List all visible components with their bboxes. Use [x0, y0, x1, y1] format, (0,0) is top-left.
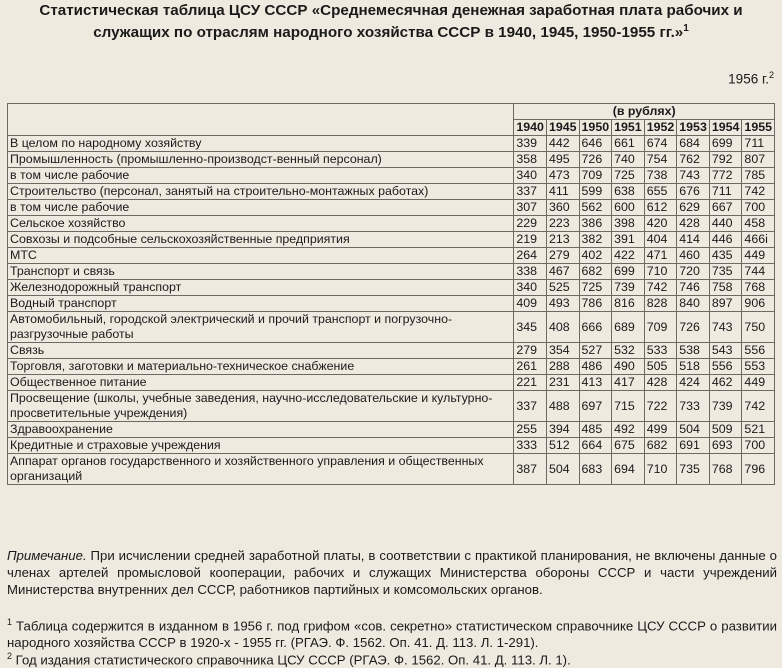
wage-value-cell: 213 [546, 232, 579, 248]
wage-value-cell: 738 [644, 168, 677, 184]
wage-value-cell: 340 [514, 168, 547, 184]
row-label: Железнодорожный транспорт [8, 280, 514, 296]
wage-value-cell: 428 [677, 216, 710, 232]
wage-value-cell: 446 [709, 232, 742, 248]
table-row [8, 232, 775, 248]
year-header: 1955 [742, 120, 775, 136]
wage-value-cell: 337 [514, 184, 547, 200]
table-row [8, 375, 775, 391]
wage-value-cell: 505 [644, 359, 677, 375]
wage-value-cell: 458 [742, 216, 775, 232]
wage-value-cell: 711 [709, 184, 742, 200]
row-label: Здравоохранение [8, 422, 514, 438]
wage-value-cell: 337 [514, 391, 547, 422]
year-header: 1940 [514, 120, 547, 136]
wage-value-cell: 676 [677, 184, 710, 200]
wage-value-cell: 700 [742, 200, 775, 216]
wage-value-cell: 699 [612, 264, 645, 280]
wage-value-cell: 408 [546, 312, 579, 343]
row-label: Кредитные и страховые учреждения [8, 438, 514, 454]
wage-value-cell: 440 [709, 216, 742, 232]
wage-value-cell: 391 [612, 232, 645, 248]
wage-value-cell: 345 [514, 312, 547, 343]
year-header: 1954 [709, 120, 742, 136]
publication-year: 1956 г.$^2$ [728, 70, 774, 87]
table-row [8, 296, 775, 312]
wage-value-cell: 556 [742, 343, 775, 359]
wage-value-cell: 449 [742, 248, 775, 264]
row-label: Промышленность (промышленно-производст-венный персонал) [8, 152, 514, 168]
wage-value-cell: 495 [546, 152, 579, 168]
wage-value-cell: 333 [514, 438, 547, 454]
table-row [8, 184, 775, 200]
footnote-1-mark: 1 [7, 617, 13, 627]
row-label: Просвещение (школы, учебные заведения, научно-исследовательские и культурно-просветительные учреждения) [8, 391, 514, 422]
wage-value-cell: 460 [677, 248, 710, 264]
wage-value-cell: 261 [514, 359, 547, 375]
wage-value-cell: 527 [579, 343, 612, 359]
table-row [8, 454, 775, 485]
wage-value-cell: 533 [644, 343, 677, 359]
footnote-2 [7, 648, 777, 668]
wage-value-cell: 694 [612, 454, 645, 485]
wage-value-cell: 490 [612, 359, 645, 375]
table-row [8, 438, 775, 454]
row-label: Связь [8, 343, 514, 359]
wage-value-cell: 462 [709, 375, 742, 391]
wage-value-cell: 422 [612, 248, 645, 264]
wage-value-cell: 387 [514, 454, 547, 485]
year-header: 1953 [677, 120, 710, 136]
wage-value-cell: 785 [742, 168, 775, 184]
row-label: Автомобильный, городской электрический и прочий транспорт и погрузочно-разгрузочные работы [8, 312, 514, 343]
wage-value-cell: 255 [514, 422, 547, 438]
year-header: 1950 [579, 120, 612, 136]
wage-value-cell: 715 [612, 391, 645, 422]
table-row [8, 248, 775, 264]
wage-value-cell: 743 [677, 168, 710, 184]
wage-value-cell: 768 [709, 454, 742, 485]
table-row [8, 422, 775, 438]
table-header-row-unit [8, 104, 775, 120]
wage-value-cell: 264 [514, 248, 547, 264]
wage-value-cell: 828 [644, 296, 677, 312]
table-row [8, 312, 775, 343]
wage-value-cell: 562 [579, 200, 612, 216]
table-body [8, 136, 775, 485]
wage-value-cell: 638 [612, 184, 645, 200]
footnote-1 [7, 614, 777, 651]
wage-value-cell: 725 [579, 280, 612, 296]
wage-value-cell: 735 [709, 264, 742, 280]
wage-value-cell: 754 [644, 152, 677, 168]
wage-value-cell: 599 [579, 184, 612, 200]
row-label: Совхозы и подсобные сельскохозяйственные предприятия [8, 232, 514, 248]
wage-value-cell: 682 [644, 438, 677, 454]
wage-value-cell: 709 [644, 312, 677, 343]
wage-value-cell: 666 [579, 312, 612, 343]
wage-value-cell: 742 [742, 391, 775, 422]
wage-value-cell: 504 [677, 422, 710, 438]
wage-value-cell: 792 [709, 152, 742, 168]
wage-value-cell: 488 [546, 391, 579, 422]
row-label: Строительство (персонал, занятый на строительно-монтажных работах) [8, 184, 514, 200]
wage-value-cell: 435 [709, 248, 742, 264]
wage-value-cell: 655 [644, 184, 677, 200]
note-text: При исчислении средней заработной платы, в соответствии с практикой планирования, не включены данные о членах артелей промысловой кооперации, рабочих и служащих Министерства обороны СССР и части учреждений Министерства внутренних дел СССР, работников партийных и комсомольских органов. [7, 548, 777, 597]
wage-value-cell: 746 [677, 280, 710, 296]
wage-value-cell: 221 [514, 375, 547, 391]
row-label: Общественное питание [8, 375, 514, 391]
wage-value-cell: 720 [677, 264, 710, 280]
wage-value-cell: 543 [709, 343, 742, 359]
page-title: Статистическая таблица ЦСУ СССР «Среднемесячная денежная заработная плата рабочих и служащих по отраслям народного хозяйства СССР в 1940, 1945, 1950-1955 гг.»$^1$ [39, 2, 743, 42]
wage-value-cell: 772 [709, 168, 742, 184]
wage-value-cell: 394 [546, 422, 579, 438]
wage-value-cell: 553 [742, 359, 775, 375]
wage-value-cell: 743 [709, 312, 742, 343]
wage-value-cell: 467 [546, 264, 579, 280]
wage-value-cell: 762 [677, 152, 710, 168]
wage-value-cell: 493 [546, 296, 579, 312]
row-label: Транспорт и связь [8, 264, 514, 280]
wage-value-cell: 726 [579, 152, 612, 168]
wage-value-cell: 231 [546, 375, 579, 391]
wage-value-cell: 354 [546, 343, 579, 359]
wage-value-cell: 758 [709, 280, 742, 296]
table-row [8, 216, 775, 232]
table-row [8, 359, 775, 375]
row-label: МТС [8, 248, 514, 264]
row-label: Водный транспорт [8, 296, 514, 312]
wage-value-cell: 906 [742, 296, 775, 312]
wage-value-cell: 288 [546, 359, 579, 375]
year-header: 1952 [644, 120, 677, 136]
wage-value-cell: 742 [644, 280, 677, 296]
wage-value-cell: 473 [546, 168, 579, 184]
wage-value-cell: 538 [677, 343, 710, 359]
wage-value-cell: 661 [612, 136, 645, 152]
wage-value-cell: 667 [709, 200, 742, 216]
wage-value-cell: 509 [709, 422, 742, 438]
wage-value-cell: 726 [677, 312, 710, 343]
wage-value-cell: 674 [644, 136, 677, 152]
wage-value-cell: 420 [644, 216, 677, 232]
table-note [7, 547, 777, 598]
wage-value-cell: 683 [579, 454, 612, 485]
table-row [8, 168, 775, 184]
note-label: Примечание. [7, 548, 87, 563]
table-row [8, 343, 775, 359]
table-row [8, 136, 775, 152]
wage-value-cell: 504 [546, 454, 579, 485]
wage-value-cell: 556 [709, 359, 742, 375]
wage-value-cell: 675 [612, 438, 645, 454]
table-row [8, 152, 775, 168]
wage-value-cell: 612 [644, 200, 677, 216]
wage-value-cell: 786 [579, 296, 612, 312]
year-header: 1951 [612, 120, 645, 136]
table-row [8, 391, 775, 422]
wage-value-cell: 710 [644, 454, 677, 485]
wage-value-cell: 693 [709, 438, 742, 454]
wage-value-cell: 739 [709, 391, 742, 422]
wage-value-cell: 340 [514, 280, 547, 296]
row-label: Торговля, заготовки и материально-техническое снабжение [8, 359, 514, 375]
wage-value-cell: 646 [579, 136, 612, 152]
wage-value-cell: 471 [644, 248, 677, 264]
wage-value-cell: 697 [579, 391, 612, 422]
wage-value-cell: 499 [644, 422, 677, 438]
wage-value-cell: 512 [546, 438, 579, 454]
wage-value-cell: 398 [612, 216, 645, 232]
wage-value-cell: 409 [514, 296, 547, 312]
label-column-header [8, 104, 514, 136]
wage-value-cell: 307 [514, 200, 547, 216]
wage-value-cell: 414 [677, 232, 710, 248]
row-label: в том числе рабочие [8, 168, 514, 184]
wage-value-cell: 404 [644, 232, 677, 248]
wage-value-cell: 711 [742, 136, 775, 152]
row-label: Сельское хозяйство [8, 216, 514, 232]
wage-value-cell: 699 [709, 136, 742, 152]
wage-value-cell: 709 [579, 168, 612, 184]
wage-value-cell: 486 [579, 359, 612, 375]
wage-value-cell: 740 [612, 152, 645, 168]
wage-value-cell: 897 [709, 296, 742, 312]
footnote-2-text: Год издания статистического справочника ЦСУ СССР (РГАЭ. Ф. 1562. Оп. 41. Д. 113. Л. 1). [12, 652, 571, 668]
footnote-2-mark: 2 [7, 651, 13, 661]
wage-value-cell: 600 [612, 200, 645, 216]
wage-value-cell: 525 [546, 280, 579, 296]
wage-value-cell: 722 [644, 391, 677, 422]
wage-value-cell: 492 [612, 422, 645, 438]
wage-value-cell: 521 [742, 422, 775, 438]
wage-value-cell: 750 [742, 312, 775, 343]
wage-value-cell: 840 [677, 296, 710, 312]
table-row [8, 280, 775, 296]
wage-value-cell: 733 [677, 391, 710, 422]
table-row [8, 264, 775, 280]
wage-value-cell: 664 [579, 438, 612, 454]
footnote-1-text: Таблица содержится в изданном в 1956 г. под грифом «сов. секретно» статистическом справочнике ЦСУ СССР о развитии народного хозяйства СССР в 1920-х - 1955 гг. (РГАЭ. Ф. 1562. Оп. 41. Д. 113. Л. 1-291). [7, 618, 777, 651]
wage-value-cell: 219 [514, 232, 547, 248]
wage-value-cell: 691 [677, 438, 710, 454]
row-label: в том числе рабочие [8, 200, 514, 216]
wage-value-cell: 485 [579, 422, 612, 438]
wage-value-cell: 449 [742, 375, 775, 391]
wage-value-cell: 689 [612, 312, 645, 343]
wage-value-cell: 382 [579, 232, 612, 248]
wage-value-cell: 735 [677, 454, 710, 485]
wage-value-cell: 229 [514, 216, 547, 232]
wage-value-cell: 744 [742, 264, 775, 280]
wage-value-cell: 417 [612, 375, 645, 391]
wage-value-cell: 816 [612, 296, 645, 312]
table-row [8, 200, 775, 216]
wage-value-cell: 338 [514, 264, 547, 280]
unit-header: (в рублях) [514, 104, 775, 120]
wage-value-cell: 796 [742, 454, 775, 485]
wage-value-cell: 442 [546, 136, 579, 152]
wage-value-cell: 279 [546, 248, 579, 264]
wage-value-cell: 532 [612, 343, 645, 359]
wage-value-cell: 466i [742, 232, 775, 248]
wage-value-cell: 739 [612, 280, 645, 296]
year-header: 1945 [546, 120, 579, 136]
row-label: Аппарат органов государственного и хозяйственного управления и общественных организаций [8, 454, 514, 485]
wage-value-cell: 360 [546, 200, 579, 216]
wage-value-cell: 725 [612, 168, 645, 184]
wage-value-cell: 411 [546, 184, 579, 200]
row-label: В целом по народному хозяйству [8, 136, 514, 152]
wage-value-cell: 518 [677, 359, 710, 375]
wage-value-cell: 413 [579, 375, 612, 391]
wage-value-cell: 223 [546, 216, 579, 232]
wage-value-cell: 700 [742, 438, 775, 454]
year-footnote-mark: 2 [768, 70, 774, 80]
wage-value-cell: 682 [579, 264, 612, 280]
wage-value-cell: 684 [677, 136, 710, 152]
wage-table [7, 103, 775, 485]
wage-value-cell: 428 [644, 375, 677, 391]
title-footnote-mark: 1 [683, 23, 689, 34]
wage-value-cell: 629 [677, 200, 710, 216]
wage-value-cell: 402 [579, 248, 612, 264]
wage-value-cell: 279 [514, 343, 547, 359]
wage-value-cell: 742 [742, 184, 775, 200]
wage-value-cell: 768 [742, 280, 775, 296]
wage-value-cell: 386 [579, 216, 612, 232]
wage-value-cell: 424 [677, 375, 710, 391]
wage-value-cell: 807 [742, 152, 775, 168]
wage-value-cell: 339 [514, 136, 547, 152]
wage-value-cell: 358 [514, 152, 547, 168]
wage-value-cell: 710 [644, 264, 677, 280]
